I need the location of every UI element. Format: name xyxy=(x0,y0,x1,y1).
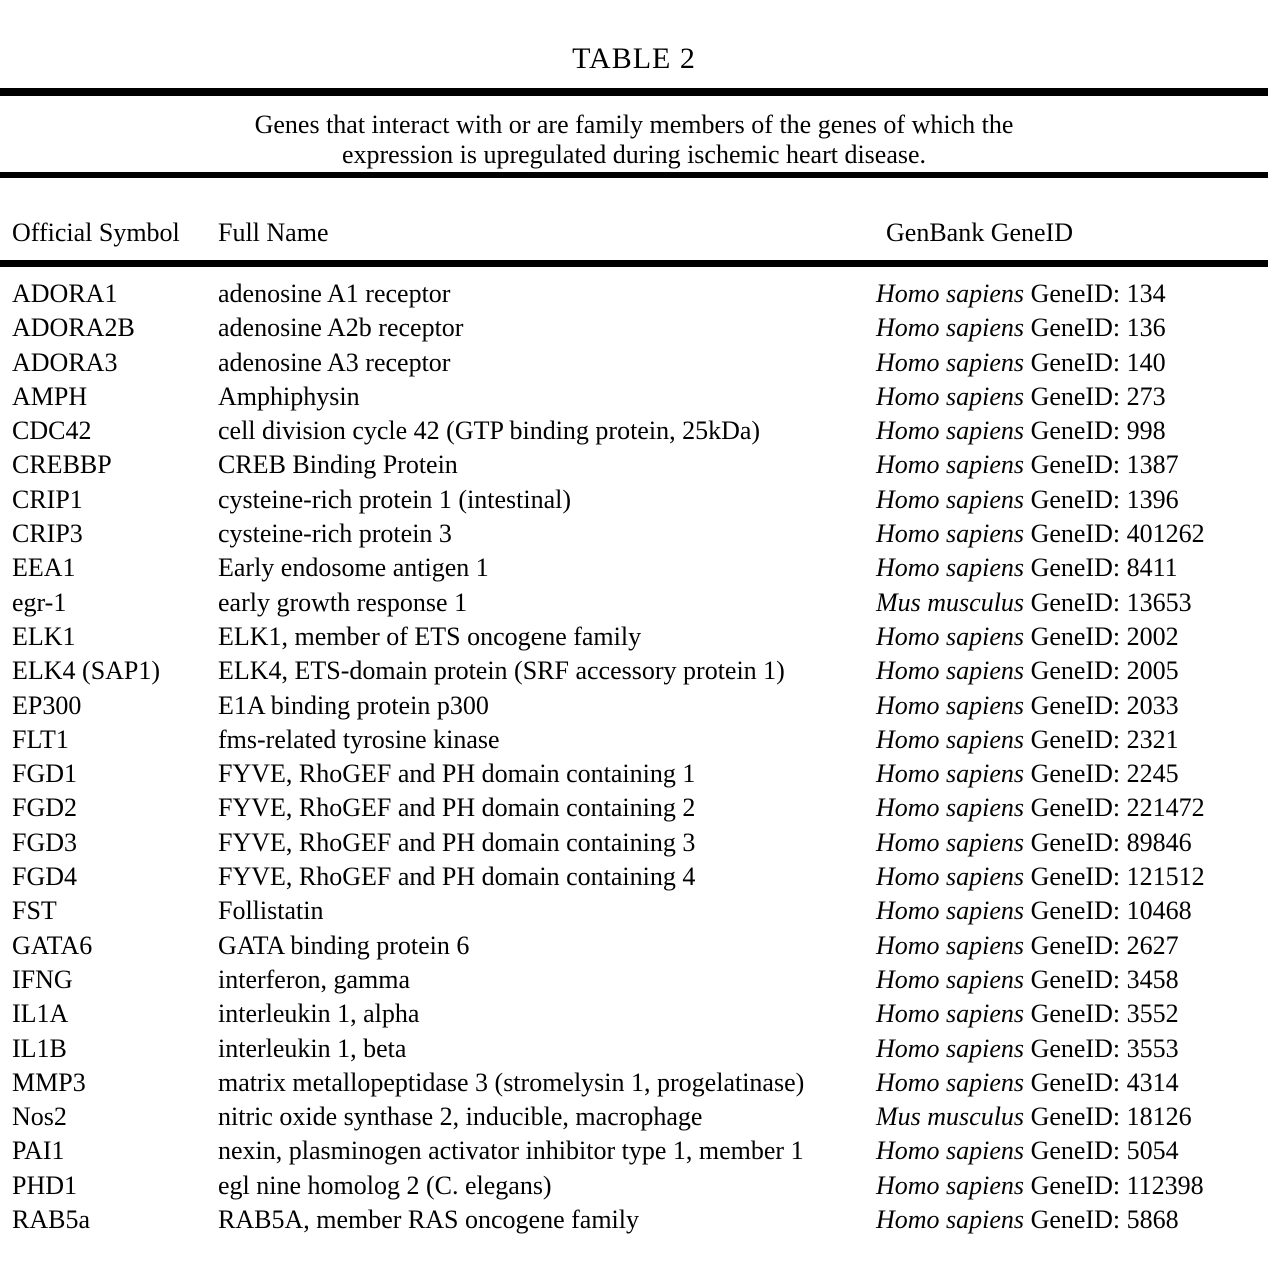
cell-official-symbol: FLT1 xyxy=(12,724,69,754)
table-row xyxy=(0,448,1268,482)
table-row xyxy=(0,346,1268,380)
cell-official-symbol: CDC42 xyxy=(12,416,92,446)
geneid-text: GeneID: 5054 xyxy=(1030,1136,1179,1166)
geneid-text: GeneID: 2005 xyxy=(1030,656,1179,686)
cell-genbank-geneid xyxy=(876,1134,1268,1168)
geneid-text: GeneID: 2321 xyxy=(1030,724,1179,754)
cell-official-symbol: PAI1 xyxy=(12,1136,65,1166)
cell-genbank-geneid xyxy=(876,346,1268,380)
cell-official-symbol: CREBBP xyxy=(12,450,112,480)
cell-full-name: cysteine-rich protein 1 (intestinal) xyxy=(218,484,572,514)
header-official-symbol: Official Symbol xyxy=(12,218,180,247)
cell-full-name: interleukin 1, beta xyxy=(218,1033,407,1063)
geneid-text: GeneID: 2245 xyxy=(1030,759,1179,789)
species-name: Homo sapiens xyxy=(876,999,1025,1029)
table-row xyxy=(0,1100,1268,1134)
species-name: Homo sapiens xyxy=(876,759,1025,789)
table-title: TABLE 2 xyxy=(572,42,696,75)
cell-genbank-geneid xyxy=(876,448,1268,482)
cell-full-name: CREB Binding Protein xyxy=(218,450,458,480)
table-row xyxy=(0,586,1268,620)
cell-full-name: adenosine A2b receptor xyxy=(218,313,464,343)
cell-full-name: egl nine homolog 2 (C. elegans) xyxy=(218,1170,552,1200)
cell-genbank-geneid xyxy=(876,1100,1268,1134)
table-row xyxy=(0,517,1268,551)
species-name: Homo sapiens xyxy=(876,621,1025,651)
cell-genbank-geneid xyxy=(876,791,1268,825)
cell-official-symbol: EEA1 xyxy=(12,553,76,583)
cell-genbank-geneid xyxy=(876,860,1268,894)
cell-official-symbol: Nos2 xyxy=(12,1102,67,1132)
cell-full-name: cell division cycle 42 (GTP binding protein, 25kDa) xyxy=(218,416,761,446)
cell-official-symbol: ELK1 xyxy=(12,621,76,651)
table-row xyxy=(0,311,1268,345)
table-row xyxy=(0,620,1268,654)
species-name: Homo sapiens xyxy=(876,1205,1025,1235)
cell-full-name: FYVE, RhoGEF and PH domain containing 2 xyxy=(218,793,696,823)
geneid-text: GeneID: 3552 xyxy=(1030,999,1179,1029)
geneid-text: GeneID: 998 xyxy=(1030,416,1166,446)
table-row xyxy=(0,414,1268,448)
cell-full-name: FYVE, RhoGEF and PH domain containing 4 xyxy=(218,862,696,892)
table-row xyxy=(0,483,1268,517)
cell-full-name: nexin, plasminogen activator inhibitor type 1, member 1 xyxy=(218,1136,804,1166)
cell-genbank-geneid xyxy=(876,586,1268,620)
cell-official-symbol: ADORA3 xyxy=(12,347,118,377)
table-row xyxy=(0,1203,1268,1237)
table-body xyxy=(0,277,1268,1237)
table-row xyxy=(0,826,1268,860)
header-genbank-geneid: GenBank GeneID xyxy=(886,218,1073,247)
cell-full-name: interferon, gamma xyxy=(218,964,411,994)
cell-official-symbol: FGD1 xyxy=(12,759,78,789)
geneid-text: GeneID: 18126 xyxy=(1030,1102,1192,1132)
species-name: Homo sapiens xyxy=(876,690,1025,720)
species-name: Homo sapiens xyxy=(876,656,1025,686)
cell-genbank-geneid xyxy=(876,654,1268,688)
cell-genbank-geneid xyxy=(876,929,1268,963)
species-name: Homo sapiens xyxy=(876,1067,1025,1097)
cell-genbank-geneid xyxy=(876,997,1268,1031)
geneid-text: GeneID: 273 xyxy=(1030,381,1166,411)
cell-official-symbol: ADORA2B xyxy=(12,313,135,343)
cell-official-symbol: CRIP1 xyxy=(12,484,83,514)
table-row xyxy=(0,1169,1268,1203)
geneid-text: GeneID: 4314 xyxy=(1030,1067,1179,1097)
cell-full-name: cysteine-rich protein 3 xyxy=(218,519,452,549)
geneid-text: GeneID: 2627 xyxy=(1030,930,1179,960)
species-name: Homo sapiens xyxy=(876,279,1025,308)
cell-official-symbol: FGD3 xyxy=(12,827,78,857)
column-header-row xyxy=(0,218,1268,248)
cell-full-name: adenosine A1 receptor xyxy=(218,279,451,308)
cell-official-symbol: MMP3 xyxy=(12,1067,86,1097)
top-rule xyxy=(0,88,1268,96)
cell-official-symbol: EP300 xyxy=(12,690,82,720)
cell-full-name: ELK1, member of ETS oncogene family xyxy=(218,621,642,651)
geneid-text: GeneID: 221472 xyxy=(1030,793,1205,823)
geneid-text: GeneID: 10468 xyxy=(1030,896,1192,926)
table-row xyxy=(0,654,1268,688)
cell-genbank-geneid xyxy=(876,380,1268,414)
species-name: Homo sapiens xyxy=(876,1170,1025,1200)
cell-full-name: FYVE, RhoGEF and PH domain containing 1 xyxy=(218,759,696,789)
cell-full-name: Early endosome antigen 1 xyxy=(218,553,489,583)
cell-official-symbol: RAB5a xyxy=(12,1205,90,1235)
table-row xyxy=(0,551,1268,585)
caption-rule xyxy=(0,172,1268,178)
cell-official-symbol: PHD1 xyxy=(12,1170,78,1200)
species-name: Homo sapiens xyxy=(876,930,1025,960)
species-name: Homo sapiens xyxy=(876,964,1025,994)
species-name: Homo sapiens xyxy=(876,347,1025,377)
cell-genbank-geneid xyxy=(876,894,1268,928)
geneid-text: GeneID: 121512 xyxy=(1030,862,1205,892)
cell-genbank-geneid xyxy=(876,757,1268,791)
table-caption xyxy=(0,110,1268,170)
cell-full-name: Follistatin xyxy=(218,896,324,926)
geneid-text: GeneID: 8411 xyxy=(1030,553,1178,583)
species-name: Homo sapiens xyxy=(876,450,1025,480)
cell-official-symbol: ADORA1 xyxy=(12,279,118,308)
table-row xyxy=(0,997,1268,1031)
table-row xyxy=(0,689,1268,723)
geneid-text: GeneID: 2033 xyxy=(1030,690,1179,720)
species-name: Mus musculus xyxy=(876,587,1025,617)
cell-full-name: FYVE, RhoGEF and PH domain containing 3 xyxy=(218,827,696,857)
cell-official-symbol: FGD4 xyxy=(12,862,78,892)
table-row xyxy=(0,380,1268,414)
table-row xyxy=(0,860,1268,894)
cell-full-name: interleukin 1, alpha xyxy=(218,999,420,1029)
species-name: Homo sapiens xyxy=(876,381,1025,411)
cell-full-name: adenosine A3 receptor xyxy=(218,347,451,377)
species-name: Homo sapiens xyxy=(876,793,1025,823)
cell-official-symbol: egr-1 xyxy=(12,587,67,617)
geneid-text: GeneID: 89846 xyxy=(1030,827,1192,857)
table-row xyxy=(0,894,1268,928)
table-row xyxy=(0,791,1268,825)
header-rule xyxy=(0,260,1268,267)
cell-genbank-geneid xyxy=(876,517,1268,551)
table-row xyxy=(0,723,1268,757)
cell-full-name: Amphiphysin xyxy=(218,381,360,411)
cell-genbank-geneid xyxy=(876,963,1268,997)
cell-genbank-geneid xyxy=(876,1066,1268,1100)
geneid-text: GeneID: 112398 xyxy=(1030,1170,1204,1200)
cell-full-name: GATA binding protein 6 xyxy=(218,930,470,960)
cell-genbank-geneid xyxy=(876,311,1268,345)
species-name: Mus musculus xyxy=(876,1102,1025,1132)
header-full-name: Full Name xyxy=(218,218,329,247)
cell-genbank-geneid xyxy=(876,1203,1268,1237)
table-row xyxy=(0,1134,1268,1168)
cell-full-name: RAB5A, member RAS oncogene family xyxy=(218,1205,639,1235)
cell-official-symbol: FST xyxy=(12,896,57,926)
cell-official-symbol: GATA6 xyxy=(12,930,93,960)
table-row xyxy=(0,1032,1268,1066)
geneid-text: GeneID: 1387 xyxy=(1030,450,1179,480)
geneid-text: GeneID: 2002 xyxy=(1030,621,1179,651)
cell-official-symbol: ELK4 (SAP1) xyxy=(12,656,161,686)
geneid-text: GeneID: 136 xyxy=(1030,313,1166,343)
species-name: Homo sapiens xyxy=(876,896,1025,926)
cell-full-name: early growth response 1 xyxy=(218,587,468,617)
cell-official-symbol: IFNG xyxy=(12,964,73,994)
species-name: Homo sapiens xyxy=(876,827,1025,857)
geneid-text: GeneID: 5868 xyxy=(1030,1205,1179,1235)
cell-full-name: fms-related tyrosine kinase xyxy=(218,724,500,754)
geneid-text: GeneID: 13653 xyxy=(1030,587,1192,617)
species-name: Homo sapiens xyxy=(876,724,1025,754)
species-name: Homo sapiens xyxy=(876,484,1025,514)
caption-line-2: expression is upregulated during ischemic heart disease. xyxy=(341,140,927,169)
table-row xyxy=(0,963,1268,997)
species-name: Homo sapiens xyxy=(876,553,1025,583)
cell-genbank-geneid xyxy=(876,723,1268,757)
cell-official-symbol: AMPH xyxy=(12,381,88,411)
cell-genbank-geneid xyxy=(876,689,1268,723)
cell-genbank-geneid xyxy=(876,1032,1268,1066)
cell-official-symbol: CRIP3 xyxy=(12,519,83,549)
geneid-text: GeneID: 3553 xyxy=(1030,1033,1179,1063)
cell-full-name: E1A binding protein p300 xyxy=(218,690,489,720)
cell-genbank-geneid xyxy=(876,1169,1268,1203)
species-name: Homo sapiens xyxy=(876,1033,1025,1063)
cell-genbank-geneid xyxy=(876,620,1268,654)
cell-full-name: nitric oxide synthase 2, inducible, macrophage xyxy=(218,1102,703,1132)
geneid-text: GeneID: 401262 xyxy=(1030,519,1205,549)
geneid-text: GeneID: 1396 xyxy=(1030,484,1179,514)
species-name: Homo sapiens xyxy=(876,519,1025,549)
cell-genbank-geneid xyxy=(876,551,1268,585)
cell-genbank-geneid xyxy=(876,826,1268,860)
table-row xyxy=(0,929,1268,963)
geneid-text: GeneID: 3458 xyxy=(1030,964,1179,994)
table-row xyxy=(0,1066,1268,1100)
cell-official-symbol: IL1A xyxy=(12,999,69,1029)
species-name: Homo sapiens xyxy=(876,862,1025,892)
cell-official-symbol: FGD2 xyxy=(12,793,78,823)
table-row xyxy=(0,757,1268,791)
document-page xyxy=(0,42,1268,1237)
cell-official-symbol: IL1B xyxy=(12,1033,67,1063)
species-name: Homo sapiens xyxy=(876,313,1025,343)
cell-full-name: ELK4, ETS-domain protein (SRF accessory protein 1) xyxy=(218,656,785,686)
caption-line-1: Genes that interact with or are family members of the genes of which the xyxy=(254,110,1014,139)
cell-genbank-geneid xyxy=(876,414,1268,448)
geneid-text: GeneID: 134 xyxy=(1030,279,1166,308)
cell-genbank-geneid xyxy=(876,277,1268,311)
species-name: Homo sapiens xyxy=(876,1136,1025,1166)
geneid-text: GeneID: 140 xyxy=(1030,347,1166,377)
table-row xyxy=(0,277,1268,311)
species-name: Homo sapiens xyxy=(876,416,1025,446)
cell-genbank-geneid xyxy=(876,483,1268,517)
cell-full-name: matrix metallopeptidase 3 (stromelysin 1, progelatinase) xyxy=(218,1067,805,1097)
